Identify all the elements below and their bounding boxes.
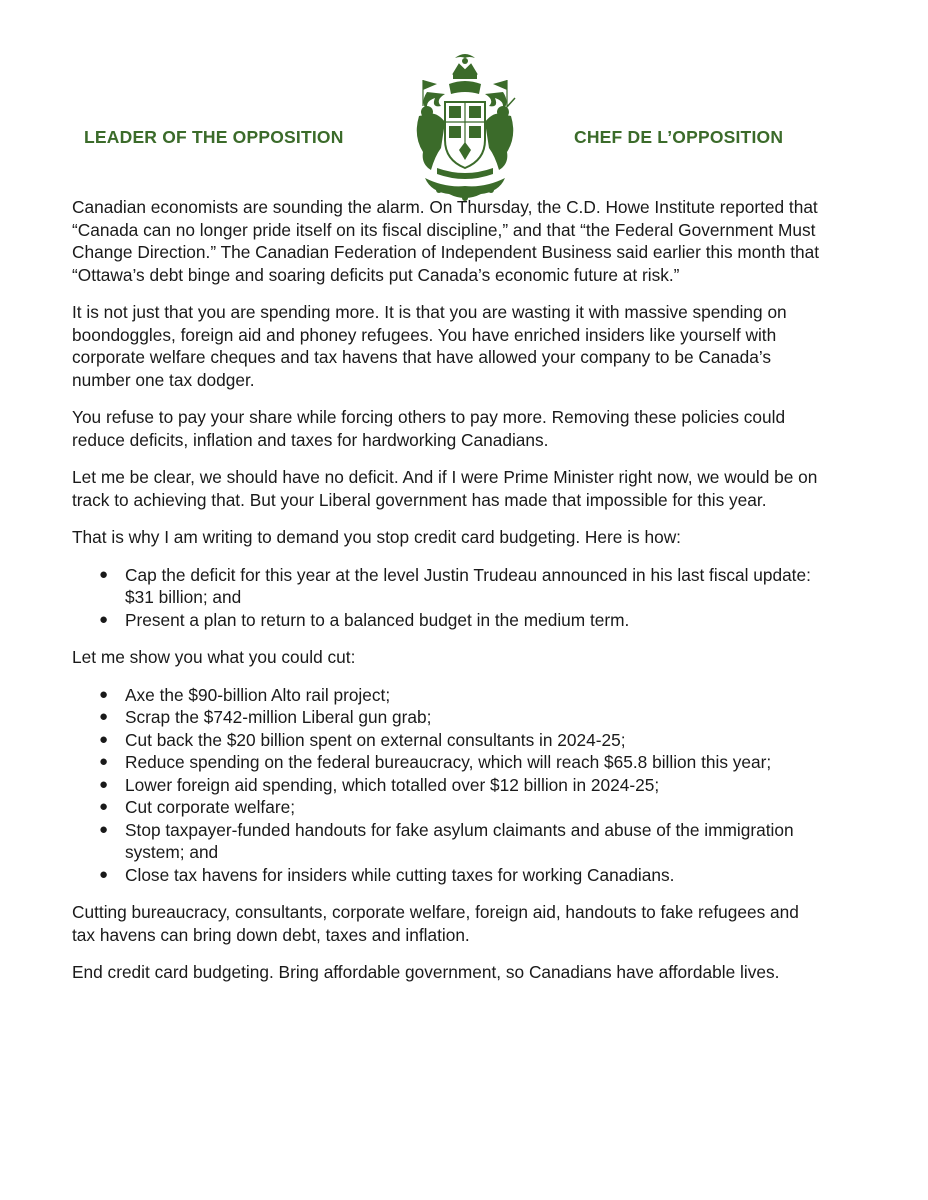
bullet-icon: ●	[99, 708, 109, 725]
list-item: ● Present a plan to return to a balanced budget in the medium term.	[99, 609, 630, 630]
paragraph-4: Let me be clear, we should have no deficit. And if I were Prime Minister right now, we would be on track to achieving that. But your Liberal government has made that impossible for this year.	[72, 467, 818, 510]
list-item: ● Axe the $90-billion Alto rail project;	[99, 684, 391, 705]
list-item: ● Stop taxpayer-funded handouts for fake asylum claimants and abuse of the immigration system; and	[99, 819, 794, 862]
bullet-icon: ●	[99, 865, 109, 883]
closing-paragraph-2: End credit card budgeting. Bring affordable government, so Canadians have affordable lives.	[72, 962, 780, 982]
bullet-icon: ●	[99, 820, 109, 838]
bullet-icon: ●	[99, 610, 109, 628]
letter-body	[72, 196, 824, 984]
bullet-icon: ●	[99, 775, 109, 793]
list-item: ● Close tax havens for insiders while cutting taxes for working Canadians.	[99, 864, 675, 885]
bullet-icon: ●	[99, 753, 109, 770]
cuts-list	[72, 684, 824, 887]
paragraph-1: Canadian economists are sounding the alarm. On Thursday, the C.D. Howe Institute reported that “Canada can no longer pride itself on its fiscal discipline,” and that “the Federal Government Must Change Direction.” The Canadian Federation of Independent Business said earlier this month that “Ottawa’s debt binge and soaring deficits put Canada’s economic future at risk.”	[72, 197, 820, 285]
list-item: ● Cut corporate welfare;	[99, 797, 296, 817]
demands-list	[72, 564, 824, 632]
header-left-title: LEADER OF THE OPPOSITION	[84, 127, 344, 147]
bullet-icon: ●	[99, 685, 109, 703]
paragraph-5: That is why I am writing to demand you stop credit card budgeting. Here is how:	[72, 527, 681, 547]
list-item: ● Cut back the $20 billion spent on external consultants in 2024-25;	[99, 729, 626, 750]
paragraph-2: It is not just that you are spending more. It is that you are wasting it with massive spending on boondoggles, foreign aid and phoney refugees. You have enriched insiders like yourself with corporate welfare cheques and tax havens that have allowed your company to be Canada’s number one tax dodger.	[72, 302, 787, 390]
paragraph-3: You refuse to pay your share while forcing others to pay more. Removing these policies could reduce deficits, inflation and taxes for hardworking Canadians.	[72, 407, 786, 450]
coat-of-arms-icon	[409, 52, 521, 204]
list-item: ● Scrap the $742-million Liberal gun grab;	[99, 707, 432, 727]
list-item: ● Reduce spending on the federal bureaucracy, which will reach $65.8 billion this year;	[99, 752, 772, 772]
cuts-intro: Let me show you what you could cut:	[72, 647, 356, 667]
bullet-icon: ●	[99, 565, 109, 583]
bullet-icon: ●	[99, 798, 109, 815]
header-right-title: CHEF DE L’OPPOSITION	[574, 127, 784, 147]
bullet-icon: ●	[99, 730, 109, 748]
list-item: ● Lower foreign aid spending, which totalled over $12 billion in 2024-25;	[99, 774, 660, 795]
closing-paragraph-1: Cutting bureaucracy, consultants, corporate welfare, foreign aid, handouts to fake refugees and tax havens can bring down debt, taxes and inflation.	[72, 902, 799, 945]
list-item: ● Cap the deficit for this year at the level Justin Trudeau announced in his last fiscal update: $31 billion; and	[99, 564, 811, 607]
